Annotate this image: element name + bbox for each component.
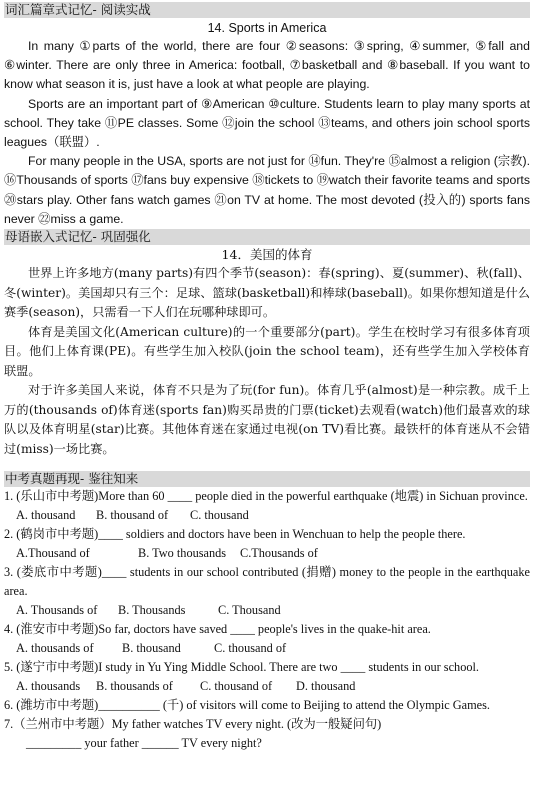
option[interactable]: B. Two thousands	[138, 546, 227, 561]
question-item	[4, 620, 530, 658]
option[interactable]: A.Thousand of	[16, 546, 90, 561]
option[interactable]: B. thousand of	[96, 508, 169, 523]
question-item	[4, 563, 530, 620]
passage-title-english: 14. Sports in America	[207, 21, 327, 35]
option[interactable]: C. thousand	[190, 508, 249, 523]
question-item	[4, 696, 530, 715]
option[interactable]: C. thousand of	[214, 641, 287, 656]
option[interactable]: A. Thousands of	[16, 603, 98, 618]
question-item	[4, 715, 530, 753]
option[interactable]: A. thousands of	[16, 641, 94, 656]
section-header-mother-tongue: 母语嵌入式记忆- 巩固强化	[4, 229, 530, 245]
option[interactable]: A. thousand	[16, 508, 76, 523]
section-header-vocabulary: 词汇篇章式记忆- 阅读实战	[4, 2, 530, 18]
chinese-paragraph: 对于许多美国人来说，体育不只是为了玩(for fun)。体育几乎(almost)是一种宗教。成千上万的(thousands of)体育迷(sports fan)购买昂贵的门票(ticket)去观看(watch)他们最喜欢的球队以及体育明星(star)比赛。其他体育迷在家通过电视(on TV)看比赛。最铁杆的体育迷从不会错过(miss)一场比赛。	[4, 383, 530, 456]
option[interactable]: B. thousands of	[96, 679, 173, 694]
question-stem: 6. (潍坊市中考题)__________ (千) of visitors will come to Beijing to attend the Olympic Games.	[4, 698, 491, 713]
question-options	[4, 601, 530, 620]
option[interactable]: C. thousand of	[200, 679, 273, 694]
question-item	[4, 658, 530, 696]
question-options	[4, 677, 530, 696]
option[interactable]: B. thousand	[122, 641, 181, 656]
option[interactable]: D. thousand	[296, 679, 356, 694]
question-stem: 4. (淮安市中考题)So far, doctors have saved ____ people's lives in the quake-hit area.	[4, 622, 431, 637]
question-stem: 7.（兰州市中考题）My father watches TV every night. (改为一般疑问句)	[4, 717, 382, 732]
option[interactable]: A. thousands	[16, 679, 81, 694]
question-stem: 2. (鹤岗市中考题)____ soldiers and doctors have been in Wenchuan to help the people there.	[4, 527, 466, 542]
english-paragraph: For many people in the USA, sports are not just for ⑭fun. They're ⑮almost a religion (宗教). ⑯Thousands of sports ⑰fans buy expensive ⑱tickets to ⑲watch their favorite teams and sports ⑳stars play. Other fans watch games ㉑on TV at home. The most devoted (投入的) sports fans never ㉒miss a game.	[4, 154, 530, 226]
question-item	[4, 525, 530, 563]
question-stem: 1. (乐山市中考题)More than 60 ____ people died in the powerful earthquake (地震) in Sichuan province.	[4, 489, 528, 504]
chinese-paragraph: 世界上许多地方(many parts)有四个季节(season)：春(spring)、夏(summer)、秋(fall)、冬(winter)。美国却只有三个：足球、篮球(basketball)和棒球(baseball)。如果你想知道是什么赛季(season)，只需看一下人们在玩哪种球即可。	[4, 266, 530, 320]
option[interactable]: C. Thousand	[218, 603, 281, 618]
question-stem: 5. (遂宁市中考题)I study in Yu Ying Middle School. There are two ____ students in our school.	[4, 660, 479, 675]
question-options	[4, 544, 530, 563]
english-paragraph: In many ①parts of the world, there are four ②seasons: ③spring, ④summer, ⑤fall and ⑥winter. There are only three in America: football, ⑦basketball and ⑧baseball. If you want to know what season it is, just have a look at what people are playing.	[4, 39, 530, 92]
option[interactable]: B. Thousands	[118, 603, 186, 618]
section-header-exam-questions: 中考真题再现- 鉴往知来	[4, 471, 530, 487]
question-options	[4, 506, 530, 525]
question-stem: 3. (娄底市中考题)____ students in our school contributed (捐赠) money to the people in the earthquake area.	[4, 565, 530, 599]
question-item	[4, 487, 530, 525]
english-paragraph: Sports are an important part of ⑨American ⑩culture. Students learn to play many sports at school. They take ⑪PE classes. Some ⑫join the school ⑬teams, and others join school sports leagues（联盟）.	[4, 96, 530, 150]
chinese-paragraph: 体育是美国文化(American culture)的一个重要部分(part)。学生在校时学习有很多体育项目。他们上体育课(PE)。有些学生加入校队(join the school team)，还有些学生加入学校体育联盟。	[4, 324, 530, 378]
passage-title-chinese: 14．美国的体育	[221, 247, 313, 263]
option[interactable]: C.Thousands of	[240, 546, 318, 561]
answer-line[interactable]: _________ your father ______ TV every night?	[26, 736, 262, 751]
question-options	[4, 639, 530, 658]
